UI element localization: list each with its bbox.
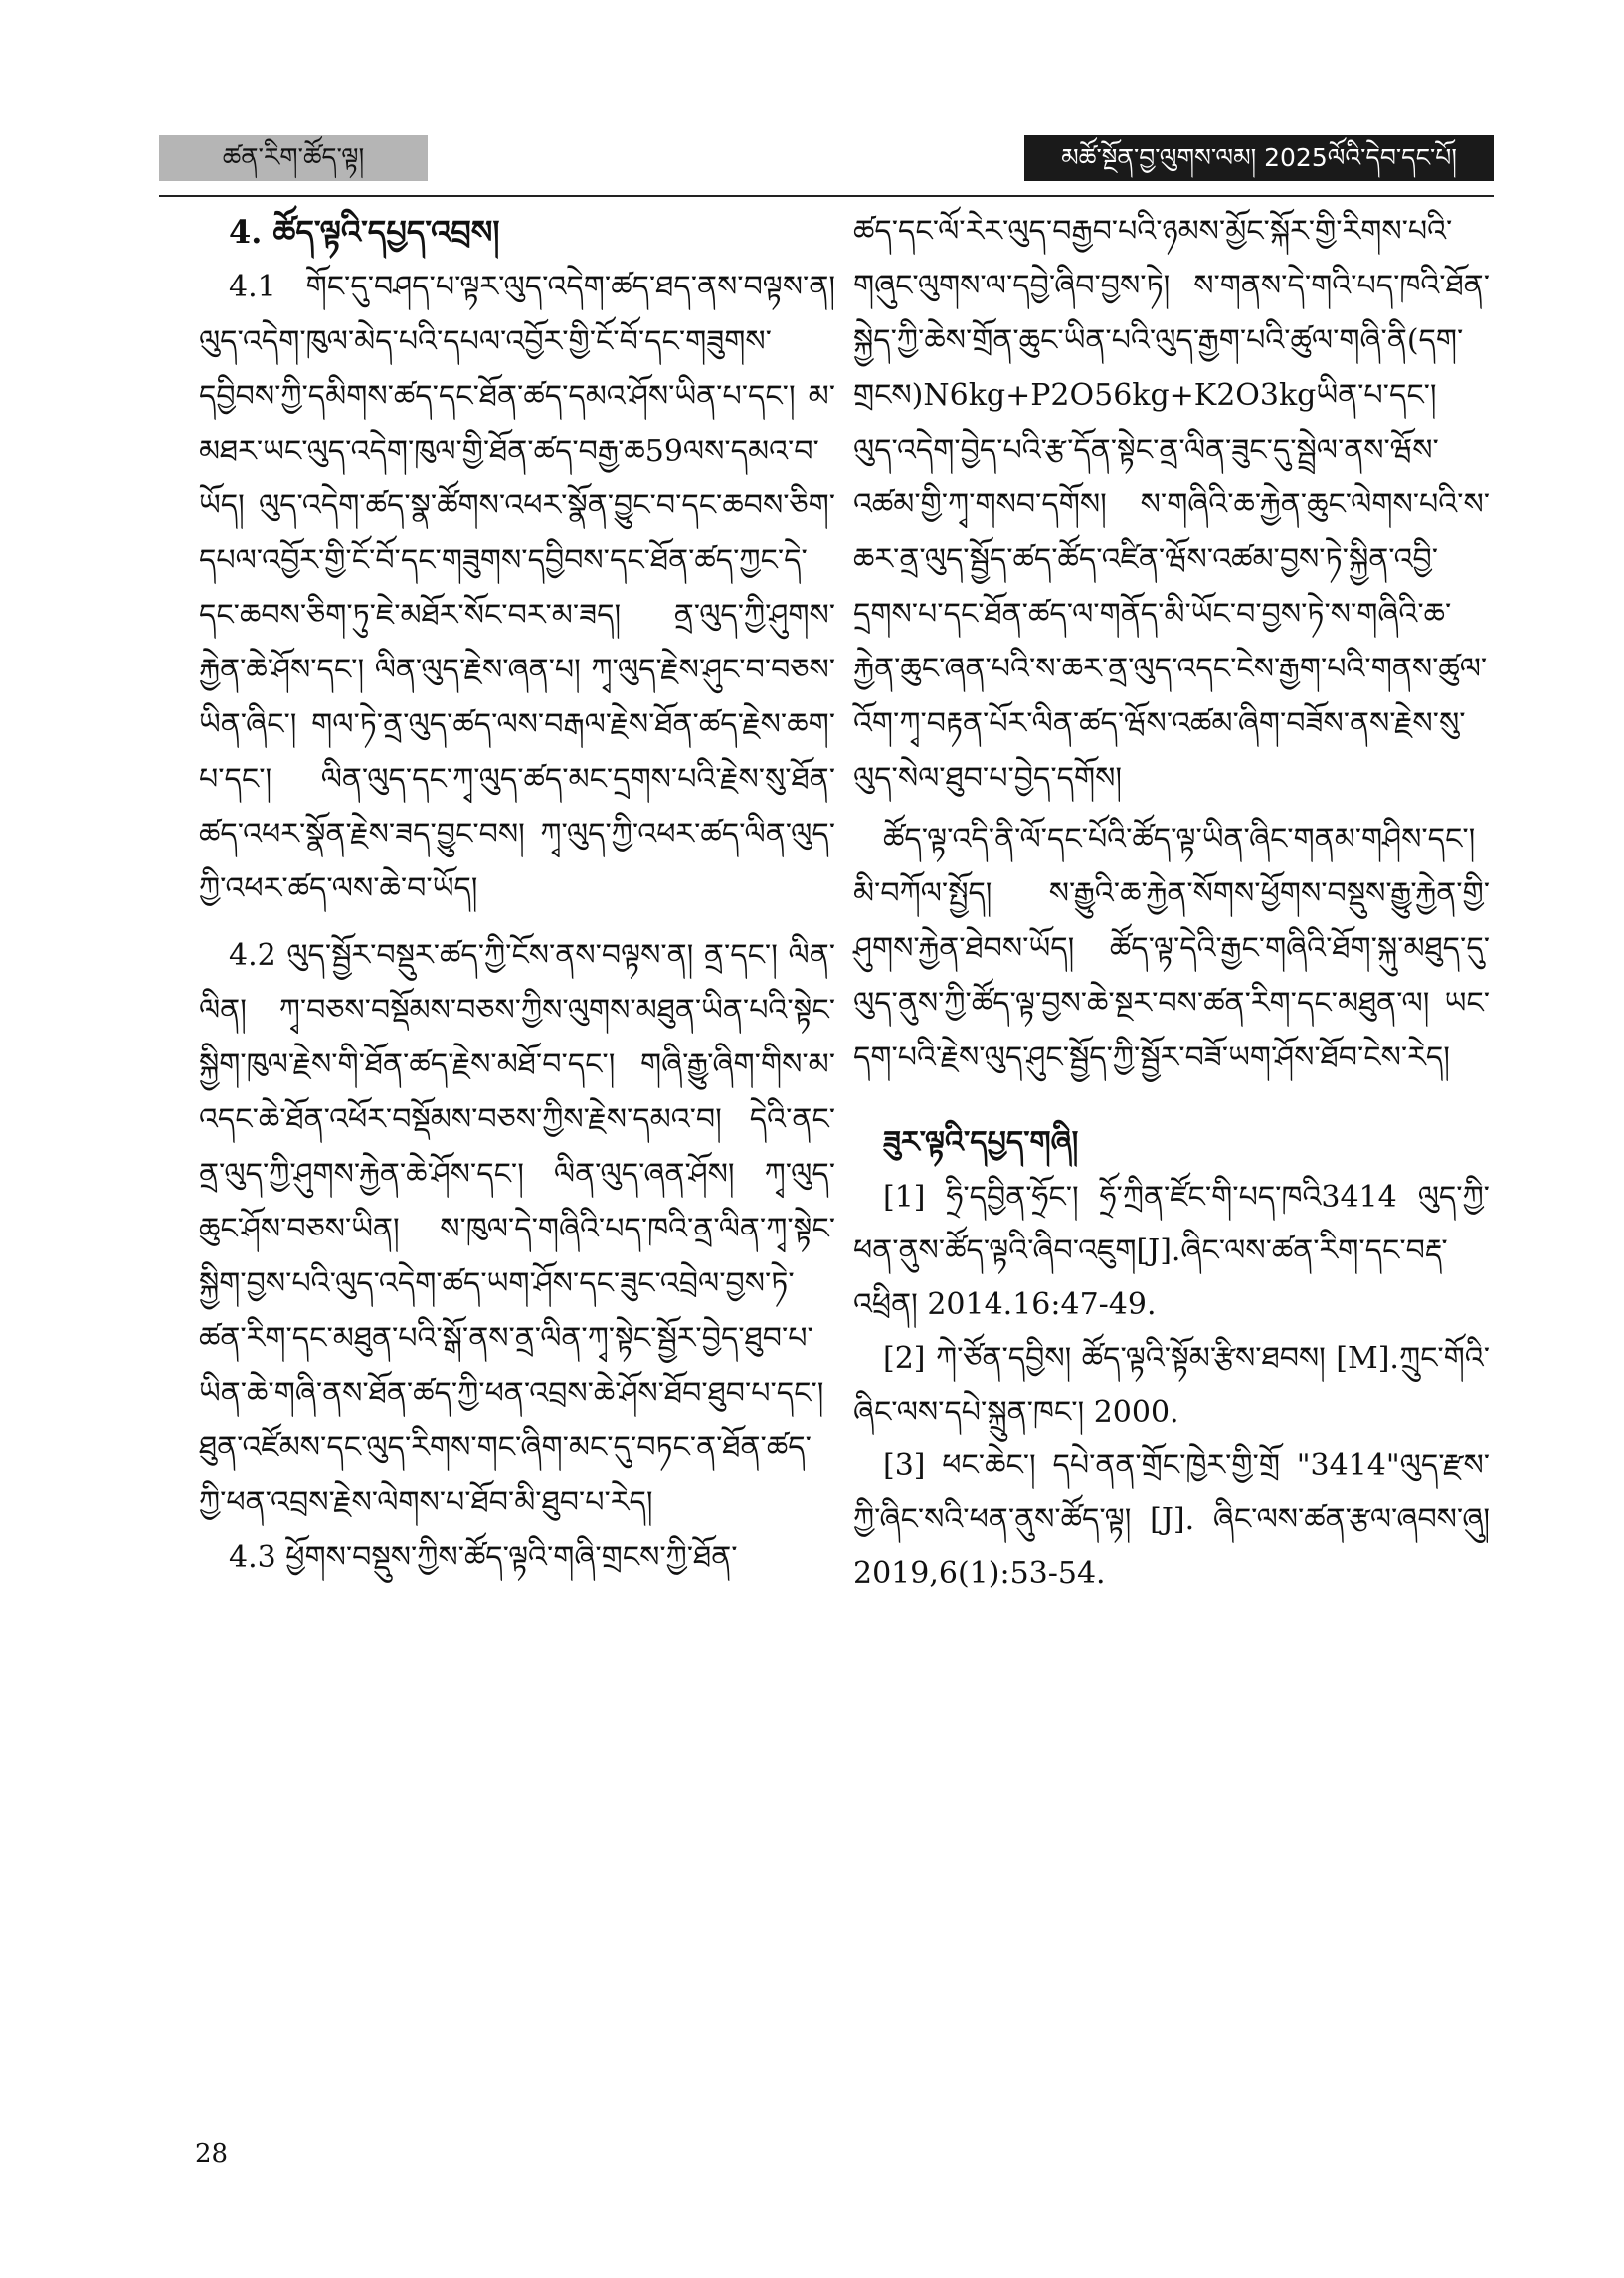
header-divider: [159, 195, 1494, 197]
reference-item: [3] ཕང་ཆེང་། དཔེ་ནན་གྲོང་ཁྱེར་གྱི་གྲོ "3414"ལུད་རྫས་ཀྱི་ཞིང་སའི་ཕན་ནུས་ཚོད་ལྟ། [J]. ཞིང་ལས་ཚན་རྩལ་ཞབས་ཞུ། 2019,6(1):53-54.: [853, 1448, 1490, 1591]
references-title: ཟུར་ལྟའི་དཔྱད་གཞི།: [883, 1125, 1079, 1160]
paragraph-4-1: 4.1 གོང་དུ་བཤད་པ་ལྟར་ལུད་འདེག་ཚད་ཐད་ནས་བལྟས་ན། ལུད་འདེག་ཁུལ་མེད་པའི་དཔལ་འབྱོར་གྱི་ངོ་བོ་དང་གཟུགས་དབྱིབས་ཀྱི་དམིགས་ཚད་དང་ཐོན་ཚད་དམའ་ཤོས་ཡིན་པ་དང་། མ་མཐར་ཡང་ལུད་འདེག་ཁུལ་གྱི་ཐོན་ཚད་བརྒྱ་ཆ59ལས་དམའ་བ་ཡོད། ལུད་འདེག་ཚད་སྣ་ཚོགས་འཕར་སྣོན་བྱུང་བ་དང་ཆབས་ཅིག་དཔལ་འབྱོར་གྱི་ངོ་བོ་དང་གཟུགས་དབྱིབས་དང་ཐོན་ཚད་ཀྱང་དེ་དང་ཆབས་ཅིག་ཏུ་ཇེ་མཐོར་སོང་བར་མ་ཟད། ནྲ་ལུད་ཀྱི་ཤུགས་རྐྱེན་ཆེ་ཤོས་དང་། ལིན་ལུད་རྗེས་ཞན་པ། ཀྭ་ལུད་རྗེས་ཤུང་བ་བཅས་ཡིན་ཞིང་། གལ་ཏེ་ནྲ་ལུད་ཚད་ལས་བརྒལ་རྗེས་ཐོན་ཚད་རྗེས་ཆག་པ་དང་། ལིན་ལུད་དང་ཀྭ་ལུད་ཚད་མང་དྲགས་པའི་རྗེས་སུ་ཐོན་ཚད་འཕར་སྣོན་རྗེས་ཟད་བྱུང་བས། ཀྭ་ལུད་ཀྱི་འཕར་ཚད་ལིན་ལུད་ཀྱི་འཕར་ཚད་ལས་ཆེ་བ་ཡོད།: [199, 270, 835, 906]
reference-item: [1] ཧྲི་དབྱིན་ཧྲོང་། ཧྲོ་ཀྲིན་ཛོང་གི་པད་ཁའི3414 ལུད་ཀྱི་ཕན་ནུས་ཚོད་ལྟའི་ཞིབ་འཇུག[J].ཞིང་ལས་ཚན་རིག་དང་བརྡ་འཕྲིན། 2014.16:47-49.: [853, 1180, 1490, 1322]
section-heading: 4. ཚོད་ལྟའི་དཔྱད་འབྲས།: [229, 213, 500, 251]
reference-item: [2] ཀེ་ཙོན་དབྱིས། ཚོད་ལྟའི་སྟོམ་རྩིས་ཐབས། [M].ཀྲུང་གོའི་ཞིང་ལས་དཔེ་སྐྲུན་ཁང་། 2000.: [853, 1341, 1490, 1429]
left-column: [199, 204, 835, 1585]
paragraph-continued: ཚད་དང་ལོ་རེར་ལུད་བརྒྱབ་པའི་ཉམས་མྱོང་སྐོར་གྱི་རིགས་པའི་གཞུང་ལུགས་ལ་དབྱེ་ཞིབ་བྱས་ཏེ། ས་གནས་དེ་གའི་པད་ཁའི་ཐོན་སྐྱེད་ཀྱི་ཆེས་གྲོན་ཆུང་ཡིན་པའི་ལུད་རྒྱག་པའི་ཚུལ་གཞི་ནི(དག་གྲངས)N6kg+P2O56kg+K2O3kgཡིན་པ་དང་། ལུད་འདེག་བྱེད་པའི་རྩ་དོན་སྟེང་ནྲ་ལིན་ཟུང་དུ་སྦྲེལ་ནས་ཝོས་འཚམ་གྱི་ཀྭ་གསབ་དགོས། ས་གཞིའི་ཆ་རྐྱེན་ཆུང་ལེགས་པའི་ས་ཆར་ནྲ་ལུད་སྦྱོད་ཚད་ཚོད་འཛིན་ཝོས་འཚམ་བྱས་ཏེ་སྐྱིན་འབྱི་དྲགས་པ་དང་ཐོན་ཚད་ལ་གནོད་མི་ཡོང་བ་བྱས་ཏེ་ས་གཞིའི་ཆ་རྐྱེན་ཆུང་ཞན་པའི་ས་ཆར་ནྲ་ལུད་འདང་ངེས་རྒྱག་པའི་གནས་ཚུལ་འོག་ཀྭ་བརྟན་པོར་ལིན་ཚད་ཝོས་འཚམ་ཞིག་བཟོས་ནས་རྗེས་སུ་ལུད་སེལ་ཐུབ་པ་བྱེད་དགོས།: [853, 214, 1490, 796]
page-number: 28: [195, 2139, 229, 2169]
journal-section-label: ཚན་རིག་ཚོད་ལྟ།: [159, 135, 428, 181]
right-column: [853, 204, 1490, 1601]
paragraph-conclusion: ཚོད་ལྟ་འདི་ནི་ལོ་དང་པོའི་ཚོད་ལྟ་ཡིན་ཞིང་གནམ་གཤིས་དང་། མི་བཀོལ་སྤྱོད། ས་རྒྱུའི་ཆ་རྐྱེན་སོགས་ཕྱོགས་བསྡུས་རྒྱུ་རྐྱེན་གྱི་ཤུགས་རྐྱེན་ཐེབས་ཡོད། ཚོད་ལྟ་དེའི་རྒྱང་གཞིའི་ཐོག་སྐུ་མཐུད་དུ་ལུད་ནུས་ཀྱི་ཚོད་ལྟ་བྱས་ཆེ་སྔར་བས་ཚན་རིག་དང་མཐུན་ལ། ཡང་དག་པའི་རྗེས་ལུད་ཤུང་སྦྱོད་ཀྱི་སྦྱོར་བཟོ་ཡག་ཤོས་ཐོབ་ངེས་རེད།: [853, 822, 1490, 1075]
paragraph-4-2: 4.2 ལུད་སྦྱོར་བསྡུར་ཚད་ཀྱི་ངོས་ནས་བལྟས་ན། ནྲ་དང་། ལིན་ལིན། ཀྭ་བཅས་བསྡོམས་བཅས་ཀྱིས་ལུགས་མཐུན་ཡིན་པའི་སྟེང་སྐྱིག་ཁུལ་རྗེས་གི་ཐོན་ཚད་རྗེས་མཐོ་བ་དང་། གཞི་རྒྱུ་ཞིག་གིས་མ་འདང་ཆེ་ཐོན་འཕོར་བསྡོམས་བཅས་ཀྱིས་རྗེས་དམའ་བ། དེའི་ནང་ནྲ་ལུད་ཀྱི་ཤུགས་རྐྱེན་ཆེ་ཤོས་དང་། ལིན་ལུད་ཞན་ཤོས། ཀྭ་ལུད་ཆུང་ཤོས་བཅས་ཡིན། ས་ཁུལ་དེ་གཞིའི་པད་ཁའི་ནྲ་ལིན་ཀྭ་སྟེང་སྐྱིག་བྱས་པའི་ལུད་འདེག་ཚད་ཡག་ཤོས་དང་ཟུང་འབྲེལ་བྱས་ཏེ་ཚན་རིག་དང་མཐུན་པའི་སྒོ་ནས་ནྲ་ལིན་ཀྭ་སྟེང་སྦྱོར་བྱེད་ཐུབ་པ་ཡིན་ཆེ་གཞི་ནས་ཐོན་ཚད་ཀྱི་ཕན་འབྲས་ཆེ་ཤོས་ཐོབ་ཐུབ་པ་དང་། ཐུན་འཛོམས་དང་ལུད་རིགས་གང་ཞིག་མང་དུ་བཏང་ན་ཐོན་ཚད་ཀྱི་ཕན་འབྲས་རྗེས་ལེགས་པ་ཐོབ་མི་ཐུབ་པ་རེད།: [199, 938, 835, 1520]
journal-issue-label: མཚོ་སྔོན་བྱ་ལུགས་ལམ། 2025ལོའི་དེབ་དང་པོ།: [1024, 135, 1494, 181]
paragraph-4-3: 4.3 ཕྱོགས་བསྡུས་ཀྱིས་ཚོད་ལྟའི་གཞི་གྲངས་ཀྱི་ཐོན་: [229, 1540, 738, 1575]
